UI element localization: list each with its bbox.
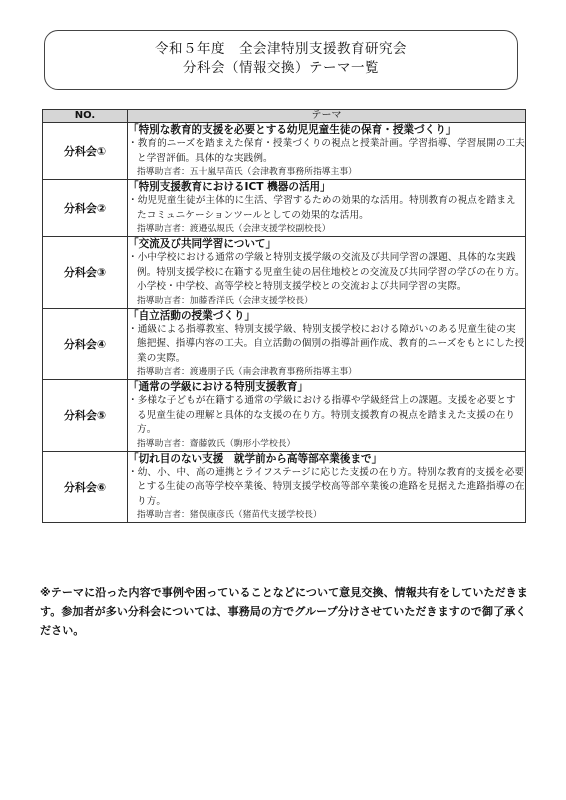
theme-cell <box>128 123 526 180</box>
advisor: 指導助言者：齋藤敦氏（駒形小学校長） <box>137 438 296 449</box>
advisor: 指導助言者：加藤香洋氏（会津支援学校長） <box>137 295 313 306</box>
table-row <box>43 451 526 523</box>
table-header-row <box>43 110 526 123</box>
column-header-no: NO. <box>43 110 128 123</box>
advisor: 指導助言者：渡邉弘規氏（会津支援学校副校長） <box>137 224 331 234</box>
theme-description: ・幼、小、中、高の連携とライフステージに応じた支援の在り方。特別な教育的支援を必要とする生徒の高等学校卒業後、特別支援学校高等部卒業後の進路を見据えた進路指導の在り方。 <box>128 466 525 507</box>
theme-cell <box>128 237 526 309</box>
theme-cell <box>128 380 526 452</box>
session-number: 分科会③ <box>43 237 128 309</box>
theme-description: ・小中学校における通常の学級と特別支援学級の交流及び共同学習の課題、具体的な実践例。特別支援学校に在籍する児童生徒の居住地校との交流及び共同学習の学びの在り方。小学校・中学校、高等学校と特別支援学校との交流および共同学習の実際。 <box>128 252 525 292</box>
session-number: 分科会② <box>43 180 128 237</box>
theme-cell <box>128 308 526 380</box>
theme-title: 「特別支援教育におけるICT 機器の活用」 <box>128 181 331 193</box>
table-row <box>43 237 526 309</box>
theme-description: ・教育的ニーズを踏まえた保育・授業づくりの視点と授業計画。学習指導、学習展開の工夫と学習評価。具体的な実践例。 <box>128 138 525 164</box>
table-row <box>43 380 526 452</box>
theme-description: ・多様な子どもが在籍する通常の学級における指導や学級経営上の課題。支援を必要とする児童生徒の理解と具体的な支援の在り方。特別支援教育の視点を踏まえた支援の在り方。 <box>128 395 516 435</box>
session-number: 分科会⑥ <box>43 451 128 523</box>
title-box <box>44 30 518 90</box>
table-row <box>43 123 526 180</box>
footnote: ※テーマに沿った内容で事例や困っていることなどについて意見交換、情報共有をしていただきます。参加者が多い分科会については、事務局の方でグループ分けさせていただきますので御了承ください。 <box>40 586 528 637</box>
table-row <box>43 308 526 380</box>
theme-title: 「交流及び共同学習について」 <box>128 238 277 250</box>
advisor: 指導助言者：猪俣康彦氏（猪苗代支援学校長） <box>137 510 322 520</box>
theme-title: 「自立活動の授業づくり」 <box>128 309 256 322</box>
session-number: 分科会⑤ <box>43 380 128 452</box>
theme-title: 「通常の学級における特別支援教育」 <box>128 381 309 393</box>
theme-table <box>42 109 526 523</box>
advisor: 指導助言者：五十嵐早苗氏（会津教育事務所指導主事） <box>137 167 357 177</box>
session-number: 分科会① <box>43 123 128 180</box>
document-subtitle: 分科会（情報交換）テーマ一覧 <box>183 60 379 76</box>
theme-description: ・通級による指導教室、特別支援学級、特別支援学校における障がいのある児童生徒の実態把握、指導内容の工夫。自立活動の個別の指導計画作成、教育的ニーズをもとにした授業の実際。 <box>128 323 525 364</box>
document-title: 令和５年度 全会津特別支援教育研究会 <box>155 41 407 57</box>
theme-title: 「特別な教育的支援を必要とする幼児児童生徒の保育・授業づくり」 <box>128 124 457 136</box>
column-header-theme: テーマ <box>128 110 526 123</box>
session-number: 分科会④ <box>43 308 128 380</box>
theme-description: ・幼児児童生徒が主体的に生活、学習するための効果的な活用。特別教育の視点を踏まえたコミュニケーションツールとしての効果的な活用。 <box>128 195 516 221</box>
theme-title: 「切れ目のない支援 就学前から高等部卒業後まで」 <box>128 452 383 465</box>
table-row <box>43 180 526 237</box>
theme-cell <box>128 451 526 523</box>
theme-cell <box>128 180 526 237</box>
advisor: 指導助言者：渡邊朋子氏（南会津教育事務所指導主事） <box>137 367 357 377</box>
